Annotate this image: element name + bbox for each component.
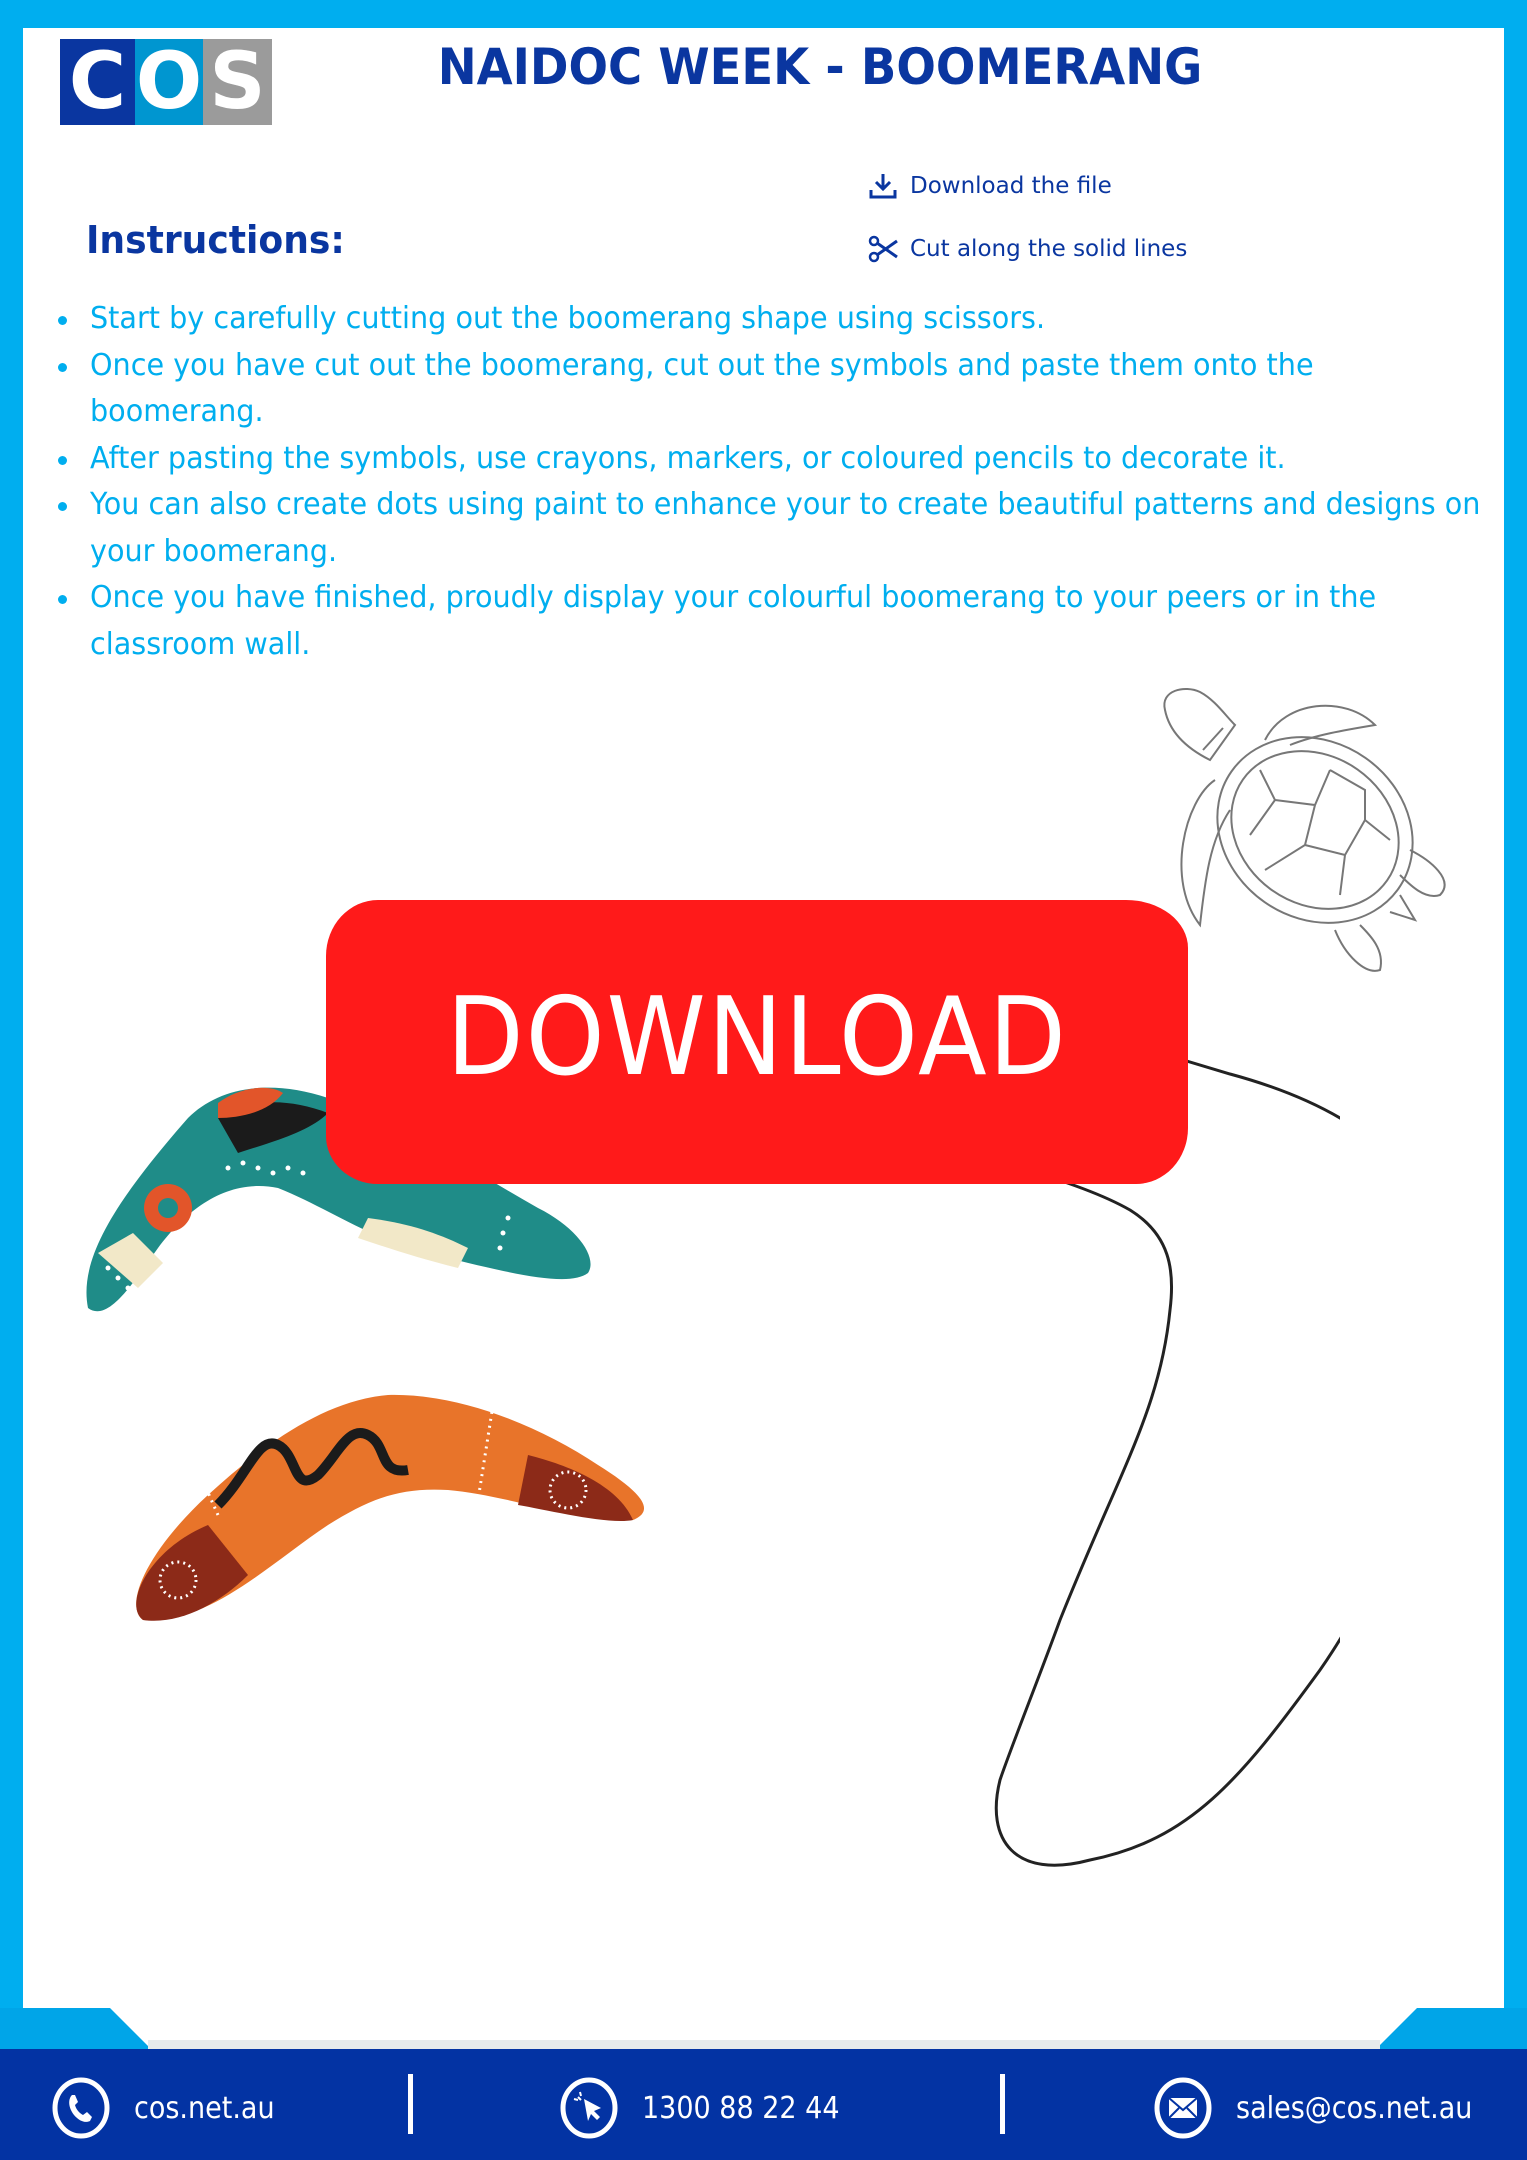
instruction-step: Start by carefully cutting out the boomerang shape using scissors. bbox=[52, 296, 1492, 343]
cos-logo bbox=[60, 39, 272, 125]
download-icon bbox=[868, 172, 898, 200]
hint-download-file bbox=[868, 172, 1112, 200]
footer-email[interactable] bbox=[1152, 2077, 1499, 2139]
page-title: NAIDOC WEEK - BOOMERANG bbox=[437, 38, 1203, 96]
frame-left-border bbox=[0, 0, 23, 2050]
download-button-label: DOWNLOAD bbox=[446, 974, 1068, 1100]
instruction-step: You can also create dots using paint to enhance your to create beautiful patterns and designs on your boomerang. bbox=[52, 482, 1492, 575]
mail-icon bbox=[1152, 2077, 1214, 2139]
logo-letter-c: C bbox=[60, 39, 135, 125]
download-button[interactable] bbox=[326, 900, 1188, 1184]
logo-letter-s: S bbox=[203, 39, 272, 125]
instruction-step: Once you have finished, proudly display your colourful boomerang to your peers or in the classroom wall. bbox=[52, 575, 1492, 668]
footer-phone-label: 1300 88 22 44 bbox=[642, 2090, 840, 2126]
footer-accent-right bbox=[1375, 2008, 1527, 2050]
instruction-step: Once you have cut out the boomerang, cut out the symbols and paste them onto the boomerang. bbox=[52, 343, 1492, 436]
footer-separator bbox=[408, 2074, 413, 2134]
frame-top-border bbox=[0, 0, 1527, 28]
footer-separator bbox=[1000, 2074, 1005, 2134]
footer-website-label: cos.net.au bbox=[134, 2090, 275, 2126]
sea-turtle-outline bbox=[1155, 680, 1455, 980]
phone-icon bbox=[50, 2077, 112, 2139]
instruction-step: After pasting the symbols, use crayons, markers, or coloured pencils to decorate it. bbox=[52, 436, 1492, 483]
hint-download-label: Download the file bbox=[910, 173, 1112, 199]
hint-cut-lines bbox=[868, 235, 1187, 263]
footer-bar bbox=[0, 2049, 1527, 2160]
scissors-icon bbox=[868, 235, 898, 263]
cursor-click-icon bbox=[558, 2077, 620, 2139]
footer-email-label: sales@cos.net.au bbox=[1236, 2090, 1473, 2126]
hint-cut-label: Cut along the solid lines bbox=[910, 236, 1188, 262]
orange-painted-boomerang-image bbox=[118, 1375, 648, 1635]
logo-letter-o: O bbox=[135, 37, 203, 127]
footer-website[interactable] bbox=[50, 2077, 290, 2139]
instruction-list bbox=[52, 296, 1492, 668]
instructions-heading: Instructions: bbox=[86, 218, 345, 262]
footer-phone[interactable] bbox=[558, 2077, 861, 2139]
footer-accent-left bbox=[0, 2008, 152, 2050]
